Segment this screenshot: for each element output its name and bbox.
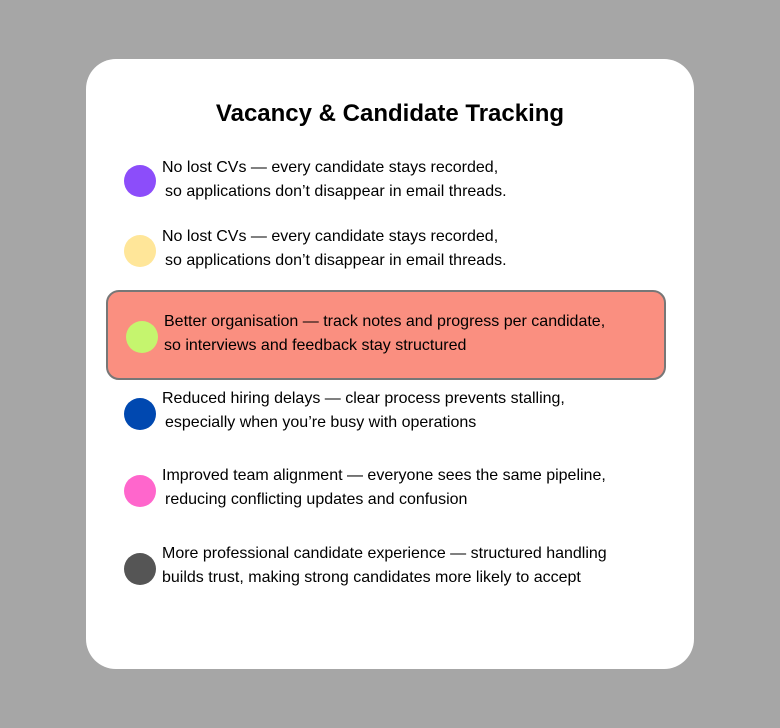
item-line-1: No lost CVs — every candidate stays recorded, [162, 228, 499, 245]
bullet-dot-icon [124, 235, 156, 267]
item-line-2: reducing conflicting updates and confusion [165, 491, 468, 508]
bullet-dot-icon [124, 475, 156, 507]
item-line-2: so applications don’t disappear in email threads. [165, 252, 507, 269]
bullet-dot-icon [126, 321, 158, 353]
bullet-dot-icon [124, 553, 156, 585]
bullet-dot-icon [124, 165, 156, 197]
bullet-dot-icon [124, 398, 156, 430]
item-line-2: especially when you’re busy with operations [165, 414, 477, 431]
item-line-1: Better organisation — track notes and progress per candidate, [164, 313, 606, 330]
item-line-1: Reduced hiring delays — clear process prevents stalling, [162, 390, 565, 407]
benefits-card [86, 59, 694, 669]
item-text [162, 464, 662, 512]
list-item-highlighted [106, 290, 666, 380]
item-text [164, 310, 664, 358]
item-line-1: More professional candidate experience — structured handling [162, 545, 607, 562]
item-line-2: so interviews and feedback stay structured [164, 337, 467, 354]
list-item [106, 459, 666, 549]
item-line-1: Improved team alignment — everyone sees the same pipeline, [162, 467, 606, 484]
item-line-2: so applications don’t disappear in email threads. [165, 183, 507, 200]
item-line-2: builds trust, making strong candidates more likely to accept [162, 569, 581, 586]
item-text [162, 225, 662, 273]
item-text [162, 542, 662, 590]
item-text [162, 156, 662, 204]
item-line-1: No lost CVs — every candidate stays recorded, [162, 159, 499, 176]
item-text [162, 387, 662, 435]
list-item [106, 537, 666, 627]
card-title: Vacancy & Candidate Tracking [215, 100, 565, 127]
